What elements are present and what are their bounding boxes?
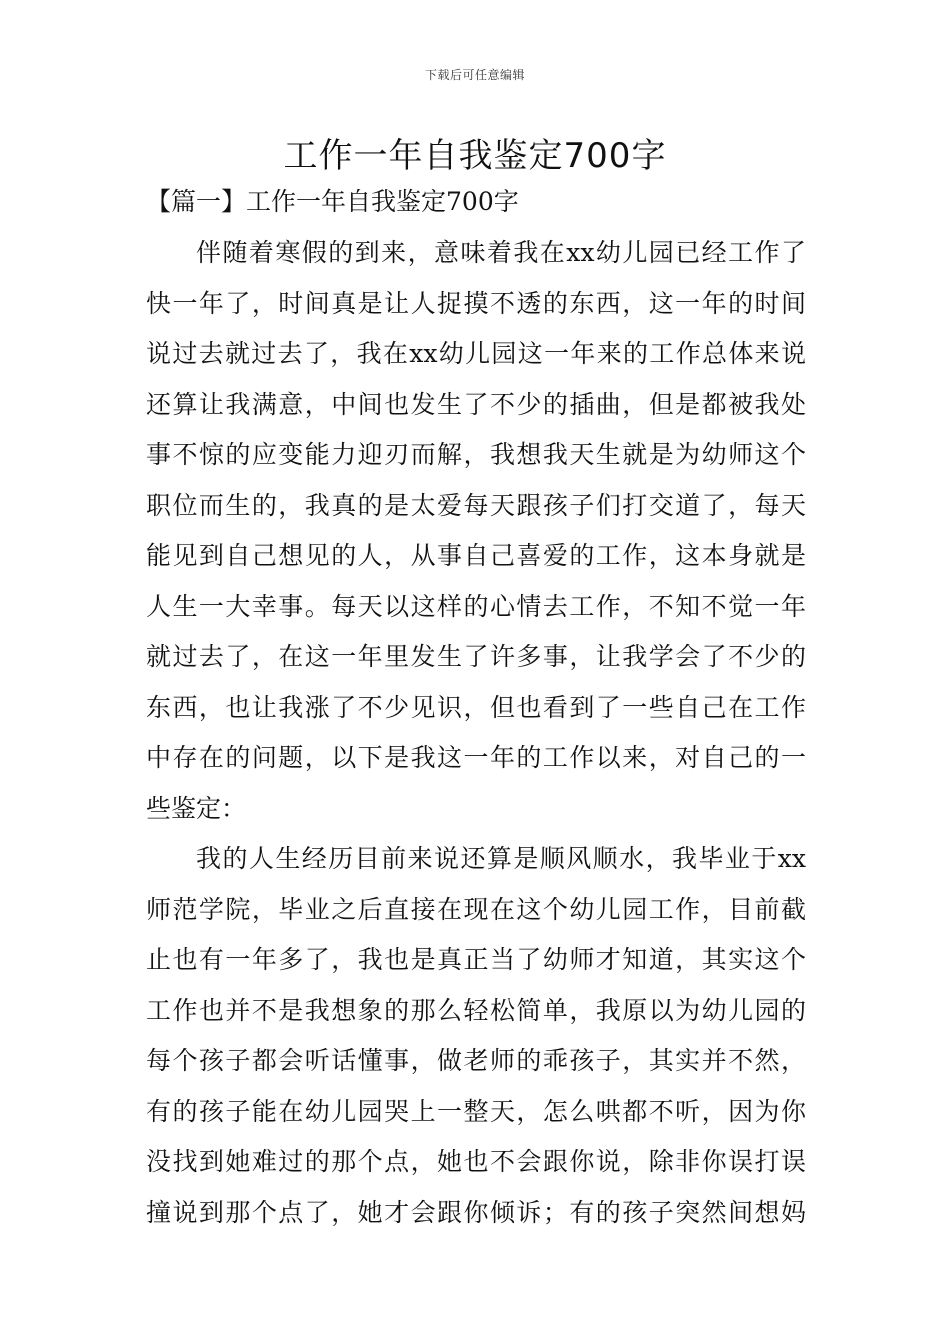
header-note: 下载后可任意编辑 [424,68,525,82]
paragraph-line: 东西，也让我涨了不少见识，但也看到了一些自己在工作 [146,692,806,722]
paragraph-line: 说过去就过去了，我在xx幼儿园这一年来的工作总体来说 [146,339,806,368]
paragraph-line: 事不惊的应变能力迎刃而解，我想我天生就是为幼师这个 [146,440,806,469]
paragraph-line: 中存在的问题，以下是我这一年的工作以来，对自己的一 [146,743,806,772]
paragraph-line: 些鉴定： [146,793,247,823]
paragraph-line: 我的人生经历目前来说还算是顺风顺水，我毕业于xx [196,844,806,873]
paragraph-line: 职位而生的，我真的是太爱每天跟孩子们打交道了，每天 [146,490,806,520]
paragraph-line: 就过去了，在这一年里发生了许多事，让我学会了不少的 [146,642,806,671]
paragraph-line: 止也有一年多了，我也是真正当了幼师才知道，其实这个 [146,945,806,974]
paragraph-line: 撞说到那个点了，她才会跟你倾诉；有的孩子突然间想妈 [146,1197,806,1227]
paragraph-line: 没找到她难过的那个点，她也不会跟你说，除非你误打误 [146,1147,806,1176]
body-text [146,228,806,1238]
paragraph-line: 还算让我满意，中间也发生了不少的插曲，但是都被我处 [146,389,806,419]
paragraph-line: 每个孩子都会听话懂事，做老师的乖孩子，其实并不然， [146,1046,806,1075]
paragraph-line: 有的孩子能在幼儿园哭上一整天，怎么哄都不听，因为你 [146,1096,806,1126]
paragraph-line: 快一年了，时间真是让人捉摸不透的东西，这一年的时间 [146,288,806,318]
paragraph-line: 能见到自己想见的人，从事自己喜爱的工作，这本身就是 [146,541,806,570]
section-heading: 【篇一】工作一年自我鉴定700字 [146,187,519,216]
paragraph-line: 伴随着寒假的到来，意味着我在xx幼儿园已经工作了 [196,238,806,267]
paragraph-line: 师范学院，毕业之后直接在现在这个幼儿园工作，目前截 [146,894,806,924]
document-title: 工作一年自我鉴定700字 [283,136,667,176]
paragraph-line: 人生一大幸事。每天以这样的心情去工作，不知不觉一年 [146,591,806,621]
paragraph-line: 工作也并不是我想象的那么轻松简单，我原以为幼儿园的 [146,995,806,1025]
